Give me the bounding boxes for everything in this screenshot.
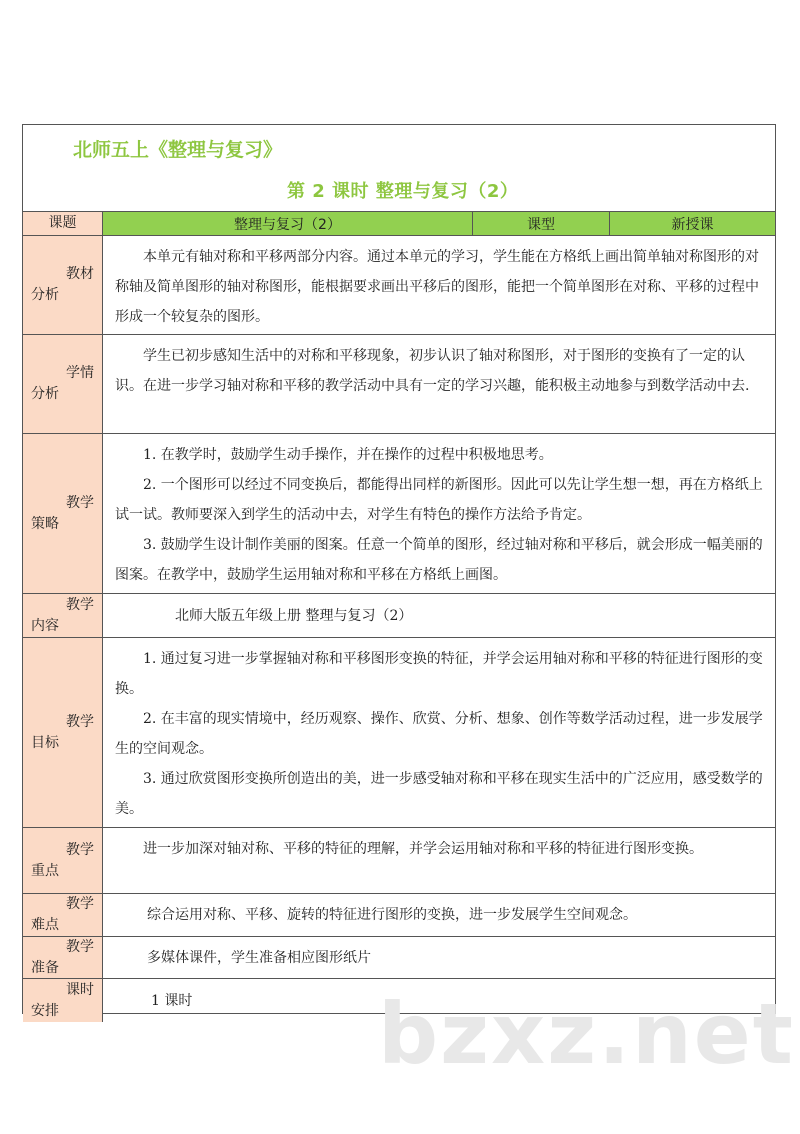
row-label-line-2: 难点: [31, 917, 59, 933]
content-paragraph: 3. 通过欣赏图形变换所创造出的美，进一步感受轴对称和平移在现实生活中的广泛应用，感受数学的美。: [115, 771, 763, 817]
row-label-line-2: 分析: [31, 287, 59, 303]
row-label: [23, 894, 103, 936]
row-label-line-1: 教学: [66, 713, 94, 730]
content-paragraph: 学生已初步感知生活中的对称和平移现象，初步认识了轴对称图形，对于图形的变换有了一定的认识。在进一步学习轴对称和平移的教学活动中具有一定的学习兴趣，能积极主动地参与到数学活动中去.: [115, 348, 750, 394]
row-content: [103, 828, 775, 893]
row-label-lesson: [23, 212, 103, 235]
content-paragraph: 1. 通过复习进一步掌握轴对称和平移图形变换的特征，并学会运用轴对称和平移的特征进行图形的变换。: [115, 651, 763, 697]
row-content: [103, 434, 775, 593]
content-paragraph: 2. 在丰富的现实情境中，经历观察、操作、欣赏、分析、想象、创作等数学活动过程，进一步发展学生的空间观念。: [115, 711, 763, 757]
lesson-type-label-cell: 课型: [473, 212, 610, 235]
row-content: 北师大版五年级上册 整理与复习（2）: [175, 607, 413, 624]
watermark: bzxz.net: [378, 985, 795, 1083]
row-label-line-2: 准备: [31, 959, 59, 976]
table-row-difficulties: [23, 893, 775, 936]
row-content: 1 课时: [151, 992, 193, 1009]
table-row-teaching-strategy: [23, 433, 775, 593]
row-label-line-1: 学情: [66, 365, 94, 381]
row-label-line-2: 安排: [31, 1002, 59, 1019]
row-label-line-1: 教学: [66, 938, 94, 955]
row-label-line-1: 教学: [66, 896, 94, 912]
lesson-type-value-cell: 新授课: [610, 212, 775, 235]
row-label: [23, 638, 103, 827]
row-content: [103, 335, 775, 433]
table-row-lesson: [23, 211, 775, 235]
content-paragraph: 进一步加深对轴对称、平移的特征的理解，并学会运用轴对称和平移的特征进行图形变换。: [143, 841, 703, 857]
content-paragraph: 1. 在教学时，鼓励学生动手操作，并在操作的过程中积极地思考。: [143, 447, 553, 463]
row-content: 多媒体课件，学生准备相应图形纸片: [147, 949, 371, 966]
row-label: [23, 335, 103, 433]
lesson-plan-table: [22, 124, 776, 1019]
lesson-subtitle: 第 2 课时 整理与复习（2）: [287, 181, 519, 202]
content-paragraph: 本单元有轴对称和平移两部分内容。通过本单元的学习，学生能在方格纸上画出简单轴对称图形的对称轴及简单图形的轴对称图形，能根据要求画出平移后的图形，能把一个简单图形在对称、平移的过程中形成一个较复杂的图形。: [115, 249, 759, 325]
row-label-line-1: 课时: [66, 981, 94, 998]
row-label-line-2: 分析: [31, 386, 59, 402]
table-row-teaching-goals: [23, 637, 775, 827]
row-label-line-2: 策略: [31, 515, 59, 532]
row-label-line-1: 教学: [66, 494, 94, 511]
content-paragraph: 2. 一个图形可以经过不同变换后，都能得出同样的新图形。因此可以先让学生想一想，再在方格纸上试一试。教师要深入到学生的活动中去，对学生有特色的操作方法给予肯定。: [115, 477, 763, 523]
table-row-preparation: [23, 936, 775, 978]
row-label: [23, 828, 103, 893]
table-row-material-analysis: [23, 235, 775, 334]
row-label-text: 课题: [48, 215, 77, 231]
row-content: [103, 638, 775, 827]
row-label-line-1: 教材: [66, 266, 94, 282]
row-label: [23, 236, 103, 334]
row-label-line-1: 教学: [66, 841, 94, 858]
lesson-title-cell: 整理与复习（2）: [103, 212, 473, 235]
table-row-key-points: [23, 827, 775, 893]
row-label: [23, 434, 103, 593]
row-label: [23, 979, 103, 1022]
table-row-student-analysis: [23, 334, 775, 433]
content-paragraph: 3. 鼓励学生设计制作美丽的图案。任意一个简单的图形，经过轴对称和平移后，就会形成一幅美丽的图案。在教学中，鼓励学生运用轴对称和平移在方格纸上画图。: [115, 537, 763, 583]
table-row-teaching-content: [23, 593, 775, 637]
row-label-line-2: 目标: [31, 734, 59, 751]
row-label-line-2: 内容: [31, 617, 59, 634]
row-label: [23, 594, 103, 637]
row-label: [23, 937, 103, 978]
row-label-line-2: 重点: [31, 862, 59, 879]
row-content: 综合运用对称、平移、旋转的特征进行图形的变换，进一步发展学生空间观念。: [147, 907, 637, 923]
row-label-line-1: 教学: [66, 596, 94, 613]
table-body: [23, 211, 775, 1022]
row-content: [103, 236, 775, 334]
document-title: 北师五上《整理与复习》: [73, 139, 283, 161]
